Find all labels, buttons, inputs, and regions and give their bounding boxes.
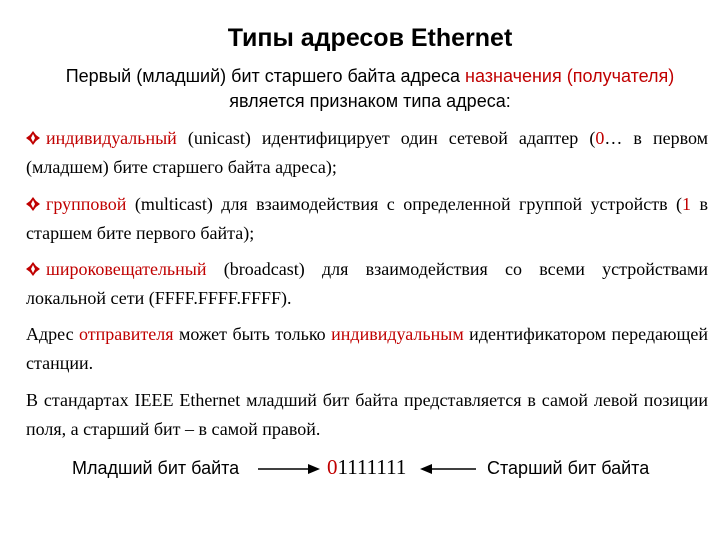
page-title: Типы адресов Ethernet (227, 24, 513, 52)
intro-line1-text: Первый (младший) бит старшего байта адреса (65, 66, 466, 86)
diamond-bullet-icon (26, 197, 40, 211)
left-arrow-icon (420, 462, 476, 476)
bullet-item-multicast (26, 190, 708, 248)
sender-para-text-mid: может быть только (173, 324, 332, 344)
sender-address-paragraph (26, 320, 708, 378)
diamond-bullet-icon (26, 262, 40, 276)
first-bit: 0 (327, 455, 338, 479)
remaining-bits: 1111111 (337, 455, 407, 479)
intro-line2-text: является признаком типа адреса: (229, 91, 511, 111)
individual-highlight: индивидуальным (331, 324, 464, 344)
intro-text (30, 64, 710, 114)
high-bit-label: Старший бит байта (487, 458, 650, 478)
bullet-multicast-text-end: в старшем бите первого байта); (26, 194, 708, 243)
bullet-multicast-bit: 1 (682, 194, 692, 214)
bullet-unicast-text: (unicast) идентифицирует один сетевой адаптер ( (176, 128, 596, 148)
bit-pattern (327, 455, 406, 480)
ieee-bit-order-paragraph: В стандартах IEEE Ethernet младший бит байта представляется в самой левой позиции поля, а старший бит – в самой правой. (26, 390, 708, 439)
intro-destination-highlight: назначения (получателя) (465, 66, 675, 86)
diamond-bullet-icon (26, 131, 40, 145)
bullet-item-unicast (26, 124, 708, 182)
sender-highlight: отправителя (79, 324, 174, 344)
bullet-unicast-bit: 0 (595, 128, 605, 148)
low-bit-label: Младший бит байта (72, 458, 240, 478)
bullet-broadcast-term: широковещательный (46, 259, 207, 279)
bullet-multicast-text: (multicast) для взаимодействия с определенной группой устройств ( (126, 194, 683, 214)
bullet-unicast-term: индивидуальный (46, 128, 177, 148)
bullet-multicast-term: групповой (46, 194, 127, 214)
sender-para-text-start: Адрес (26, 324, 80, 344)
bullet-unicast-text-end: … в первом (младшем) бите старшего байта адреса); (26, 128, 709, 177)
sender-para-text-end: идентификатором передающей станции. (26, 324, 708, 373)
bullet-item-broadcast (26, 255, 708, 313)
bullet-broadcast-text: (broadcast) для взаимодействия со всеми устройствами локальной сети (FFFF.FFFF.FFFF). (26, 259, 708, 308)
right-arrow-icon (258, 462, 320, 476)
